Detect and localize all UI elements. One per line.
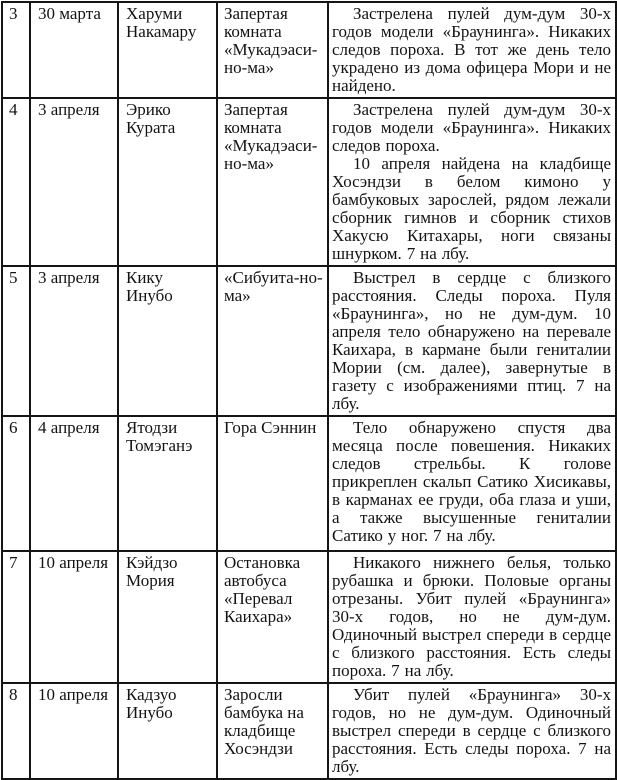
details-cell — [328, 416, 616, 551]
table-row — [2, 683, 616, 779]
table-row — [2, 266, 616, 416]
details-cell — [328, 683, 616, 779]
date-cell: 3 апреля — [30, 266, 118, 416]
victim-name-cell: Кэйдзо Мория — [118, 551, 217, 683]
details-paragraph: Выстрел в сердце с близкого расстояния. Следы пороха. Пуля «Браунинга», но не дум-дум. 10 апреля тело обнаружено на перевале Каихара, в кармане были гениталии Мории (см. далее), завернутые в газету с изображениями птиц. 7 на лбу. — [332, 268, 611, 413]
details-paragraph: Тело обнаружено спустя два месяца после повешения. Никаких следов стрельбы. К голове прикреплен скальп Сатико Хисикавы, в карманах ее груди, оба глаза и уши, а также высушенные гениталии Сатико у ног. 7 на лбу. — [332, 418, 611, 545]
table-row — [2, 98, 616, 266]
case-number-cell: 6 — [2, 416, 30, 551]
case-number-cell: 7 — [2, 551, 30, 683]
location-cell: Запертая комната «Мукадэаси-но-ма» — [217, 98, 328, 266]
location-cell: Остановка автобуса «Перевал Каихара» — [217, 551, 328, 683]
location-cell: Заросли бамбука на кладбище Хосэндзи — [217, 683, 328, 779]
details-cell — [328, 551, 616, 683]
victim-name-cell: Кику Инубо — [118, 266, 217, 416]
details-paragraph: Застрелена пулей дум-дум 30-х годов модели «Браунинга». Никаких следов пороха. — [332, 100, 611, 155]
table-row — [2, 416, 616, 551]
date-cell: 10 апреля — [30, 551, 118, 683]
location-cell: Гора Сэннин — [217, 416, 328, 551]
case-table — [1, 1, 617, 780]
case-number-cell: 3 — [2, 2, 30, 98]
table-row — [2, 551, 616, 683]
details-cell — [328, 98, 616, 266]
victim-name-cell: Кадзуо Инубо — [118, 683, 217, 779]
victim-name-cell: Ятодзи Томэганэ — [118, 416, 217, 551]
location-cell: «Сибуита-но-ма» — [217, 266, 328, 416]
victim-name-cell: Эрико Курата — [118, 98, 217, 266]
date-cell: 3 апреля — [30, 98, 118, 266]
details-paragraph: 10 апреля найдена на кладбище Хосэндзи в белом кимоно у бамбуковых зарослей, рядом лежали сборник гимнов и сборник стихов Хакусю Китахары, ноги связаны шнурком. 7 на лбу. — [332, 154, 611, 263]
case-number-cell: 4 — [2, 98, 30, 266]
location-cell: Запертая комната «Мукадэаси-но-ма» — [217, 2, 328, 98]
case-number-cell: 5 — [2, 266, 30, 416]
details-paragraph: Убит пулей «Браунинга» 30-х годов, но не дум-дум. Одиночный выстрел спереди в сердце с близкого расстояния. Есть следы пороха. 7 на лбу. — [332, 685, 611, 776]
case-number-cell: 8 — [2, 683, 30, 779]
details-cell — [328, 2, 616, 98]
details-paragraph: Никакого нижнего белья, только рубашка и брюки. Половые органы отрезаны. Убит пулей «Браунинга» 30-х годов, но не дум-дум. Одиночный выстрел спереди в сердце с близкого расстояния. Есть следы пороха. 7 на лбу. — [332, 553, 611, 680]
details-cell — [328, 266, 616, 416]
table-row — [2, 2, 616, 98]
date-cell: 4 апреля — [30, 416, 118, 551]
date-cell: 10 апреля — [30, 683, 118, 779]
victim-name-cell: Харуми Накамару — [118, 2, 217, 98]
date-cell: 30 марта — [30, 2, 118, 98]
details-paragraph: Застрелена пулей дум-дум 30-х годов модели «Браунинга». Никаких следов пороха. В тот же день тело украдено из дома офицера Мори и не найдено. — [332, 4, 611, 95]
